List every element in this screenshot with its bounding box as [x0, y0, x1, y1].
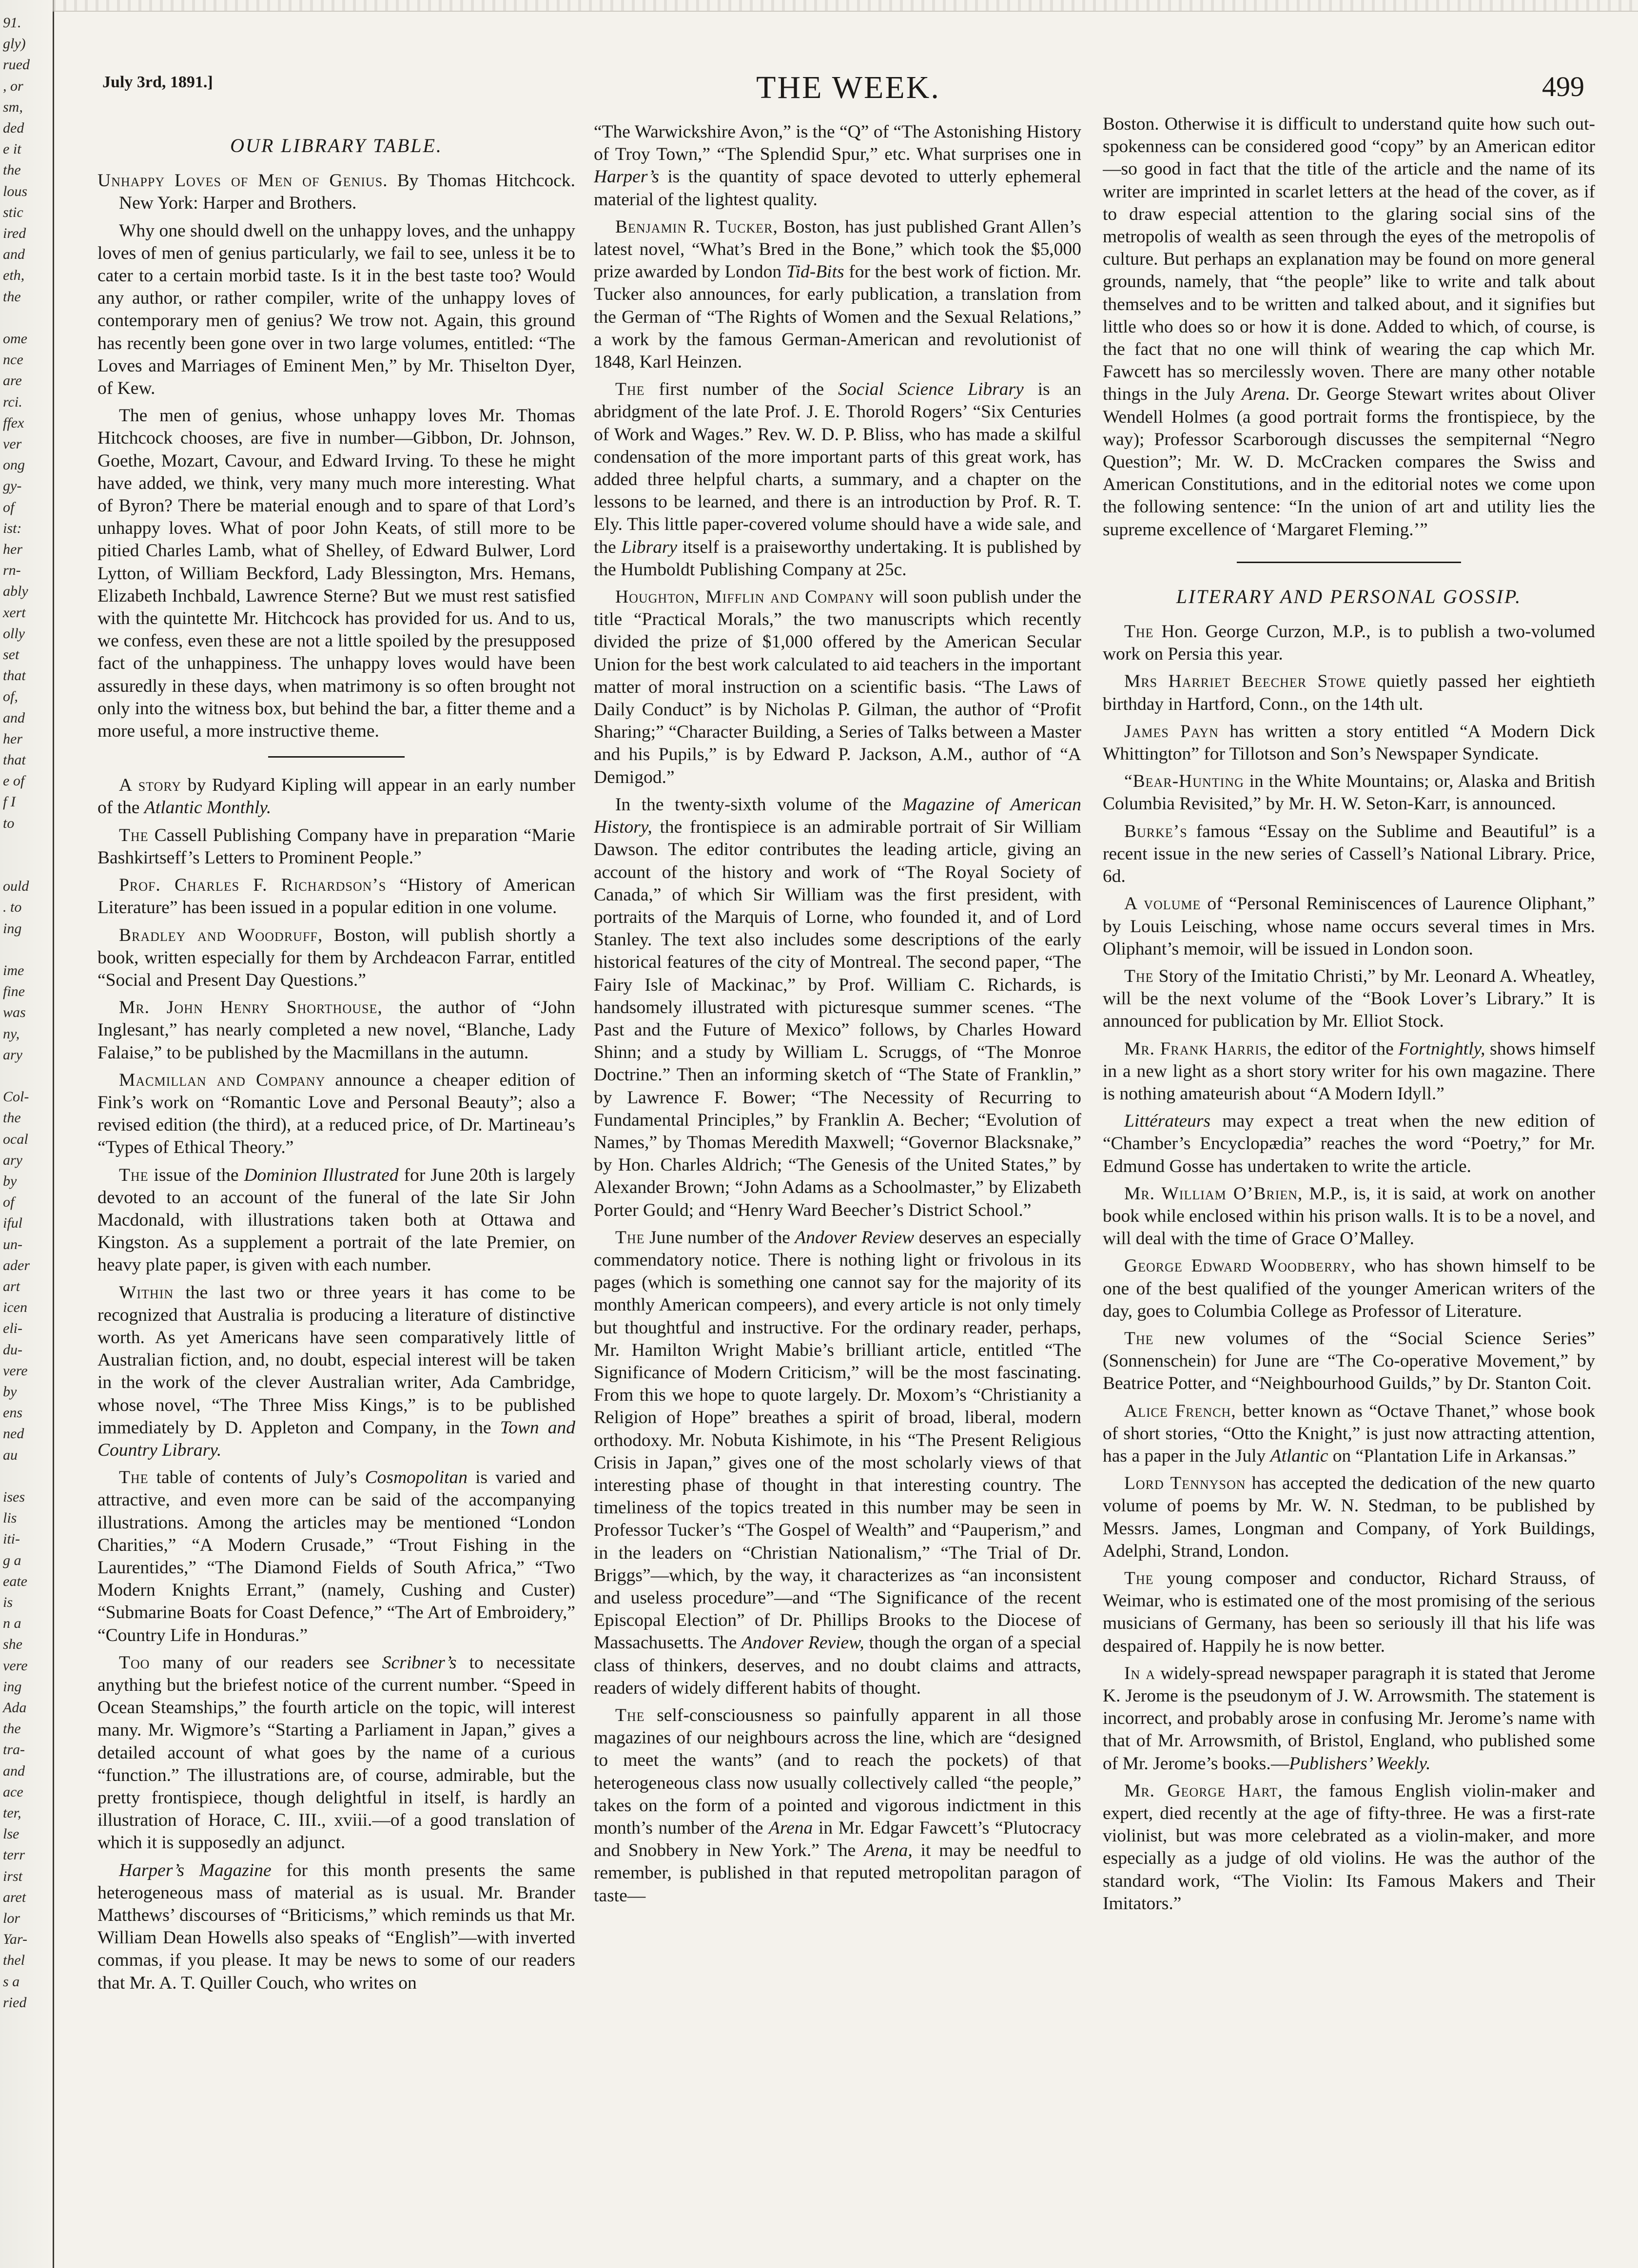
gutter-fragment: set [3, 646, 20, 663]
paragraph-text: in Mr. Edgar Fawcett’s “Plutocracy and Snobbery in New York.” The [594, 1818, 1081, 1861]
column-2 [594, 121, 1081, 2256]
gutter-fragment: ded [3, 120, 24, 136]
gutter-fragment: ing [3, 1678, 22, 1695]
paragraph-text: Dr. George Stewart writes about Oliver Wendell Holmes (a good portrait forms the frontispiece, by the way); Professor Scarborough discusses the sempiternal “Negro Question”; Mr. W. D. McCracken compares the Swiss and American Constitutions, and in the editorial notes we come upon the following sentence: “In the union of art and utility lies the supreme excellence of ‘Margaret Fleming.’” [1103, 384, 1595, 540]
paragraph-text: of “Personal Reminiscences of Laurence Oliphant,” by Louis Leisching, whose name occurs several times in Mrs. Oliphant’s memoir, will be issued in London soon. [1103, 894, 1595, 959]
magazine-title: Cosmopolitan [365, 1467, 468, 1488]
paragraph-kipling [98, 774, 575, 819]
issue-date: July 3rd, 1891.] [102, 73, 213, 91]
gutter-fragment: is [3, 1594, 13, 1610]
paragraph-text: for June 20th is largely devoted to an account of the funeral of the late Sir John Macdonald, with illustrations taken both at Ottawa and Kingston. As a supplement a portrait of the late Premier, on heavy plate paper, is given with each number. [98, 1165, 575, 1275]
lead-words: The [1124, 622, 1154, 642]
paragraph-bradley [98, 924, 575, 992]
paragraph-text: for the best work of fiction. Mr. Tucker also announces, for early publication, a translation from the German of “The Rights of Women and the Sexual Relations,” a work by the famous German-American and revolutionist of 1848, Karl Heinzen. [594, 262, 1081, 372]
gutter-fragment: un- [3, 1236, 22, 1252]
gossip-tennyson [1103, 1472, 1595, 1563]
lead-words: Benjamin R. Tucker, [615, 216, 778, 237]
paragraph-text: better known as “Octave Thanet,” whose book of short stories, “Otto the Knight,” is just now attracting attention, has a paper in the July [1103, 1401, 1595, 1466]
lead-words: Alice French, [1124, 1401, 1236, 1421]
lead-words: The [119, 1165, 149, 1185]
lead-words: Houghton, Mifflin and Company [615, 587, 875, 607]
paragraph-text: is the quantity of space devoted to utterly ephemeral material of the lightest quality. [594, 167, 1081, 210]
paragraph-text: quietly passed her eightieth birthday in Hartford, Conn., on the 14th ult. [1103, 671, 1595, 714]
lead-words: The [119, 1467, 149, 1488]
gossip-jerome [1103, 1662, 1595, 1775]
lead-words: James Payn [1124, 721, 1219, 742]
gossip-payn [1103, 721, 1595, 765]
magazine-title: Atlantic [1270, 1446, 1328, 1466]
gutter-fragment: vere [3, 1362, 28, 1379]
gossip-stowe [1103, 670, 1595, 715]
gossip-strauss [1103, 1567, 1595, 1658]
gutter-fragment: by [3, 1384, 17, 1400]
lead-words: The [1124, 966, 1154, 986]
paragraph-text: first number of the [659, 379, 824, 400]
lead-words: Bradley and Woodruff, [119, 925, 323, 945]
paragraph-text: young composer and conductor, Richard Strauss, of Weimar, who is estimated one of the most promising of the serious musicians of Germany, has been so seriously ill that his life was despaired of. Happily he is now better. [1103, 1568, 1595, 1656]
gutter-fragment: the [3, 288, 21, 305]
gutter-fragment: xert [3, 604, 26, 621]
paragraph-text: Hon. George Curzon, M.P., is to publish a two-volumed work on Persia this year. [1103, 622, 1595, 665]
series-title: Library [621, 537, 678, 557]
lead-words: George Edward Woodberry, [1124, 1256, 1356, 1276]
gossip-obrien [1103, 1183, 1595, 1251]
magazine-title: Andover Review [795, 1227, 915, 1248]
gutter-fragment: ary [3, 1046, 22, 1063]
paragraph-scribners [98, 1652, 575, 1855]
paragraph-macmillan [98, 1069, 575, 1159]
gutter-fragment: aret [3, 1889, 26, 1905]
gutter-fragment: f I [3, 794, 16, 810]
gutter-fragment: du- [3, 1341, 22, 1358]
magazine-title: Andover Review, [741, 1633, 864, 1653]
gutter-fragment: eth, [3, 267, 25, 284]
gutter-fragment: iti- [3, 1531, 20, 1547]
paragraph-text: in the White Mountains; or, Alaska and British Columbia Revisited,” by Mr. H. W. Seton-Karr, is announced. [1103, 771, 1595, 814]
gutter-fragment: ing [3, 920, 22, 937]
gutter-fragment: ace [3, 1783, 23, 1800]
gutter-fragment: nce [3, 352, 23, 368]
magazine-title: Harper’s [594, 167, 660, 187]
paragraph-cassell [98, 824, 575, 869]
paragraph-text: “The Warwickshire Avon,” is the “Q” of “The Astonishing History of Troy Town,” “The Splendid Spur,” etc. What surprises one in [594, 122, 1081, 165]
paragraph-houghton [594, 586, 1081, 789]
gutter-fragment: ome [3, 331, 27, 347]
gutter-fragment: ffex [3, 414, 24, 431]
gutter-fragment: n a [3, 1615, 21, 1632]
paragraph-magazine-american-history [594, 794, 1081, 1222]
paragraph-text: new volumes of the “Social Science Series” (Sonnenschein) for June are “The Co-operative Movement,” by Beatrice Potter, and “Neighbourhood Guilds,” by Dr. Stanton Coit. [1103, 1328, 1595, 1394]
magazine-title: Arena, [864, 1840, 913, 1861]
paragraph-text: is varied and attractive, and even more can be said of the accompanying illustrations. Among the articles may be mentioned “London Charities,” “A Modern Crusade,” “Trout Fishing in the Laurentides,” “The Diamond Fields of South Africa,” “Two Modern Knights Errant,” (namely, Cushing and Custer) “Submarine Boats for Coast Defence,” “The Art of Embroidery,” “Country Life in Honduras.” [98, 1467, 575, 1645]
paragraph-arena [594, 1704, 1081, 1907]
paragraph-text: deserves an especially commendatory notice. There is nothing light or frivolous in its pages (which is something one cannot say for the majority of its monthly American compeers), and every article is not only timely but thoughtful and instructive. For the ordinary reader, perhaps, Mr. Hamilton Wright Mabie’s brilliant article, entitled “The Significance of Modern Criticism,” will be the most fascinating. From this we hope to quote largely. Dr. Moxom’s “Christianity a Religion of Hope” breathes a spirit of broad, liberal, modern orthodoxy. Mr. Nobuta Kishimote, in his “The Present Religious Crisis in Japan,” gives one of the most scholarly views of that interesting phase of thought in that interesting country. The timeliness of the topics treated in this number may be seen in Professor Tucker’s “The Gospel of Wealth” and “Pauperism,” and in the leaders on “Christian Nationalism,” “The Trial of Dr. Briggs”—which, by the way, it characterizes as “an inconsistent and useless procedure”—and “The Significance of the recent Episcopal Election” of Dr. Phillips Brooks to the Diocese of Massachusetts. The [594, 1227, 1081, 1653]
gossip-social-science-series [1103, 1328, 1595, 1395]
gutter-fragment: ong [3, 457, 25, 473]
gutter-fragment: thel [3, 1952, 25, 1969]
lead-words: “Bear-Hunting [1124, 771, 1244, 792]
review-byline: By Thomas Hitchcock. New York: Harper and Brothers. [119, 171, 575, 214]
gossip-hart [1103, 1780, 1595, 1915]
paragraph-richardson [98, 874, 575, 919]
paragraph-harpers [98, 1859, 575, 1994]
magazine-title: Scribner’s [382, 1652, 457, 1673]
paragraph-text: famous “Essay on the Sublime and Beautiful” is a recent issue in the new series of Cassell’s National Library. Price, 6d. [1103, 821, 1595, 887]
gutter-fragment: fine [3, 983, 25, 1000]
gutter-fragment: she [3, 1636, 22, 1653]
gutter-fragment: of, [3, 688, 18, 705]
lead-words: A volume [1124, 894, 1201, 914]
gutter-fragment: the [3, 1721, 21, 1737]
gutter-fragment: , or [3, 78, 23, 94]
paragraph-text: M.P., is, it is said, at work on another book while enclosed within his prison walls. It is to be a novel, and will deal with the time of Grace O’Malley. [1103, 1183, 1595, 1249]
paragraph-text: shows himself in a new light as a short story writer for his own magazine. There is nothing amateurish about “A Modern Idyll.” [1103, 1038, 1595, 1104]
paragraph-text: self-consciousness so painfully apparent in all those magazines of our neighbours across the line, which are “designed to meet the wants” (and to reach the pockets) of that heterogeneous class now usually collectively called “the people,” takes on the form of a pointed and vigorous indictment in this month’s number of the [594, 1705, 1081, 1838]
magazine-title: Atlantic Monthly. [144, 798, 272, 818]
gossip-bear-hunting [1103, 770, 1595, 815]
magazine-title: Arena [769, 1818, 813, 1838]
gossip-imitatio [1103, 965, 1595, 1033]
gutter-fragment: that [3, 752, 26, 768]
paragraph-text: table of contents of July’s [156, 1467, 357, 1488]
paragraph-text: to necessitate anything but the briefest notice of the current number. “Speed in Ocean Steamships,” the fourth article on the topic, will interest many. Mr. Wigmore’s “Starting a Parliament in Japan,” gives a detailed account of what goes by the name of a curious “function.” The illustrations are, of course, admirable, but the pretty frontispiece, though delightful in itself, is hardly an illustration of Horace, C. III., xviii.—of a good translation of which it is supposedly an adjunct. [98, 1652, 575, 1853]
gossip-harris [1103, 1038, 1595, 1106]
paragraph-social-science-library [594, 378, 1081, 581]
paragraph-text: Boston, will publish shortly a book, written especially for them by Archdeacon Farrar, entitled “Social and Present Day Questions.” [98, 925, 575, 990]
gutter-fragment: lis [3, 1510, 17, 1526]
paragraph-text: it may be needful to remember, is published in that reputed metropolitan paragon of taste— [594, 1840, 1081, 1906]
column-3 [1103, 113, 1595, 2248]
lead-words: Mr. John Henry Shorthouse, [119, 997, 383, 1018]
gutter-fragment: her [3, 541, 22, 557]
gutter-fragment: eate [3, 1573, 27, 1589]
gutter-fragment: of [3, 499, 15, 515]
paragraph-tucker [594, 216, 1081, 373]
gutter-fragment: eli- [3, 1320, 22, 1337]
gutter-fragment: rn- [3, 562, 21, 579]
gutter-fragment: olly [3, 625, 25, 642]
paragraph-shorthouse [98, 997, 575, 1064]
lead-words: The [615, 1227, 645, 1248]
section-title-library-table: OUR LIBRARY TABLE. [230, 135, 443, 156]
paragraph-text: In the twenty-sixth volume of the [615, 794, 892, 815]
gutter-fragment: ired [3, 225, 26, 241]
gossip-french [1103, 1400, 1595, 1468]
paragraph-cosmopolitan [98, 1466, 575, 1647]
gutter-fragment: ocal [3, 1131, 28, 1147]
gutter-fragment: the [3, 1110, 21, 1126]
gutter-fragment: ried [3, 1994, 27, 2011]
paragraph-andover-review [594, 1227, 1081, 1700]
paragraph-text: Story of the Imitatio Christi,” by Mr. Leonard A. Wheatley, will be the next volume of the “Book Lover’s Library.” It is announced for publication by Mr. Elliot Stock. [1103, 966, 1595, 1032]
lead-words: Mr. George Hart, [1124, 1780, 1283, 1801]
gutter-fragment: her [3, 730, 22, 747]
paragraph-text: for this month presents the same heterogeneous mass of material as is usual. Mr. Brander Matthews’ discourses of “Briticisms,” which reminds us that Mr. William Dean Howells also speaks of “English”—with inverted commas, if you please. It may be news to some of our readers that Mr. A. T. Quiller Couch, who writes on [98, 1860, 575, 1993]
paragraph-text: though the organ of a special class of thinkers, deserves, and no doubt claims and attracts, readers of widely different habits of thought. [594, 1633, 1081, 1698]
gutter-fragment: irst [3, 1868, 23, 1884]
gutter-fragment: Yar- [3, 1931, 27, 1948]
magazine-title: Dominion Illustrated [244, 1165, 399, 1185]
lead-words: Mrs Harriet Beecher Stowe [1124, 671, 1367, 692]
magazine-title: Tid-Bits [786, 262, 844, 282]
paragraph-text: Boston. Otherwise it is difficult to understand quite how such out-spokenness can be considered good “copy” by an American editor—so good in fact that the title of the article and the name of its writer are imprinted in scarlet letters at the head of the cover, as if to draw especial attention to the glaring social sins of the metropolis of wealth as seen through the eyes of the metropolis of culture. But perhaps an explanation may be found on more general grounds, namely, that “the people” like to write and talk about themselves and to be written and talked about, and it signifies but little who does so or how it is done. Added to which, of course, is the fact that no one will think of wearing the cap which Mr. Fawcett has so mercilessly woven. There are many other notable things in the July [1103, 114, 1595, 405]
gutter-fragment: ver [3, 436, 22, 452]
paragraph-text: Cassell Publishing Company have in preparation “Marie Bashkirtseff’s Letters to Prominent People.” [98, 825, 575, 868]
paragraph-text: the editor of the [1277, 1038, 1394, 1059]
gutter-fragment: was [3, 1004, 26, 1021]
gutter-fragment: 91. [3, 15, 21, 31]
gutter-fragment: ter, [3, 1805, 21, 1821]
lead-words: Macmillan and Company [119, 1070, 326, 1090]
gutter-fragment: vere [3, 1657, 28, 1674]
gossip-litterateurs [1103, 1110, 1595, 1178]
lead-words: The [615, 379, 645, 400]
lead-words: A story [119, 775, 182, 796]
paragraph-text: by Rudyard Kipling will appear in an early number of the [98, 775, 575, 818]
section-divider [268, 756, 405, 758]
gutter-fragment: sm, [3, 98, 23, 115]
page-number: 499 [1542, 71, 1584, 102]
gutter-fragment: ary [3, 1152, 22, 1168]
section-title-literary-gossip: LITERARY AND PERSONAL GOSSIP. [1176, 585, 1522, 607]
paragraph-text: the frontispiece is an admirable portrait of Sir William Dawson. The editor contributes the leading article, giving an account of the history and work of “The Royal Society of Canada,” of which Sir William was the first president, with portraits of the Marquis of Lorne, who founded it, and of Lord Stanley. The text also includes some descriptions of the early historical features of the city of Montreal. The second paper, “The Fairy Isle of Mackinac,” by Prof. William C. Richards, is handsomely illustrated with picturesque summer scenes. “The Past and the Future of Mexico” follows, by Charles Howard Shinn; and a study by William L. Scruggs, of “The Monroe Doctrine.” Then an informing sketch of “The State of Franklin,” by Lawrence F. Bower; “The Necessity of Recurring to Fundamental Principles,” by Franklin A. Becher; “Evolution of Names,” by Thomas Meredith Maxwell; “Governor Blacksnake,” by Hon. Charles Aldrich; “The Genesis of the United States,” by Alexander Brown; “John Adams as a Schoolmaster,” by Elizabeth Porter Gould; and “Henry Ward Beecher’s District School.” [594, 817, 1081, 1220]
lead-words: In a [1124, 1663, 1156, 1683]
gutter-fragment: by [3, 1173, 17, 1189]
paragraph-text: widely-spread newspaper paragraph it is stated that Jerome K. Jerome is the pseudonym of J. W. Arrowsmith. The statement is incorrect, and probably arose in confusing Mr. Jerome’s name with that of Mr. Arrowsmith, of Bristol, England, who published some of Mr. Jerome’s books.— [1103, 1663, 1595, 1774]
lead-words: Prof. Charles F. Richardson’s [119, 875, 387, 896]
paragraph-text: will soon publish under the title “Practical Morals,” the two manuscripts which recently divided the prize of $1,000 offered by the American Secular Union for the best work calculated to aid teachers in the important matter of moral instruction on a scientific basis. “The Laws of Daily Conduct” is by Nicholas P. Gilman, the author of “Profit Sharing;” “Character Building, a Series of Talks between a Master and his Pupils,” is by Edward P. Jackson, A.M., author of “A Demigod.” [594, 587, 1081, 787]
paragraph-dominion [98, 1164, 575, 1277]
magazine-title: Magazine of American History, [594, 794, 1081, 838]
magazine-title: Harper’s Magazine [119, 1860, 272, 1880]
gutter-fragment: and [3, 1762, 25, 1779]
gutter-fragment: gy- [3, 478, 22, 494]
gutter-fragment: are [3, 372, 22, 389]
gutter-fragment: and [3, 246, 25, 263]
paragraph-text: may expect a treat when the new edition of “Chamber’s Encyclopædia” reaches the word “Poetry,” for Mr. Edmund Gosse has undertaken to write the article. [1103, 1111, 1595, 1176]
gossip-oliphant [1103, 893, 1595, 960]
paragraph-text: itself is a praiseworthy undertaking. It is published by the Humboldt Publishing Company at 25c. [594, 537, 1081, 580]
paragraph-text: on “Plantation Life in Arkansas.” [1332, 1446, 1576, 1466]
series-title: Town and Country Library. [98, 1417, 575, 1460]
paragraph-text: “History of American Literature” has been issued in a popular edition in one volume. [98, 875, 575, 918]
paragraph-text: June number of the [649, 1227, 790, 1248]
paragraph-text: Boston, has just published Grant Allen’s latest novel, “What’s Bred in the Bone,” which took the $5,000 prize awarded by London [594, 216, 1081, 282]
paragraph-text: is an abridgment of the late Prof. J. E. Thorold Rogers’ “Six Centuries of Work and Wages.” Rev. W. D. P. Bliss, who has made a skilful condensation of the more important parts of this great work, has added three helpful charts, a summary, and a chapter on the lessons to be learned, and there is an introduction by Prof. R. T. Ely. This little paper-covered volume should have a wide sale, and the [594, 379, 1081, 557]
lead-words: Burke’s [1124, 821, 1188, 841]
gutter-fragment: au [3, 1447, 18, 1463]
paragraph-harpers-continued [594, 121, 1081, 211]
series-title: Social Science Library [838, 379, 1024, 400]
gutter-fragment: art [3, 1278, 20, 1294]
paragraph-text: the last two or three years it has come to be recognized that Australia is producing a literature of distinctive worth. As yet Americans have seen comparatively little of Australian fiction, and, no doubt, especial interest will be taken in the work of the clever Australian writer, Ada Cambridge, whose novel, “The Three Miss Kings,” is to be published immediately by D. Appleton and Company, in the [98, 1282, 575, 1438]
gutter-fragment: iful [3, 1215, 23, 1232]
gutter-fragment: ably [3, 583, 28, 600]
lead-words: Mr. William O’Brien, [1124, 1183, 1303, 1204]
lead-words: The [1124, 1568, 1154, 1588]
gutter-fragment: Ada [3, 1700, 27, 1716]
page-header [98, 59, 1599, 107]
lead-words: Mr. Frank Harris, [1124, 1038, 1272, 1059]
gutter-fragment: ny, [3, 1025, 20, 1042]
section-divider [1237, 562, 1461, 563]
publication-title: THE WEEK. [756, 70, 940, 105]
gutter-fragment: terr [3, 1847, 25, 1863]
gutter-fragment: tra- [3, 1741, 25, 1758]
gutter-fragment: and [3, 709, 25, 726]
paragraph-text: announce a cheaper edition of Fink’s work on “Romantic Love and Personal Beauty”; also a revised edition (the third), at a reduced price, of Dr. Martineau’s “Types of Ethical Theory.” [98, 1070, 575, 1158]
gutter-fragment: ned [3, 1426, 24, 1442]
lead-words: Within [119, 1282, 174, 1303]
paragraph-text: who has shown himself to be one of the best qualified of the younger American writers of the day, goes to Columbia College as Professor of Literature. [1103, 1256, 1595, 1321]
gutter-fragment: . to [3, 899, 22, 916]
lead-words: Littérateurs [1124, 1111, 1211, 1132]
gutter-fragment: Col- [3, 1089, 29, 1105]
magazine-title: Arena. [1241, 384, 1290, 405]
paragraph-text: the famous English violin-maker and expert, died recently at the age of fifty-three. He was a first-rate violinist, but was more celebrated as a violin-maker, and more especially as a judge of old violins. He was the author of the standard work, “The Violin: Its Famous Makers and Their Imitators.” [1103, 1780, 1595, 1914]
paragraph-arena-continued [1103, 113, 1595, 541]
lead-words: The [1124, 1328, 1154, 1349]
column-1 [98, 128, 575, 2263]
paragraph-text: the author of “John Inglesant,” has nearly completed a new novel, “Blanche, Lady Falaise,” to be published by the Macmillans in the autumn. [98, 997, 575, 1063]
top-edge-rule [53, 0, 1638, 12]
gutter-fragment: to [3, 815, 15, 831]
magazine-title: Fortnightly, [1398, 1038, 1485, 1059]
review-heading [98, 170, 575, 215]
gutter-fragment: lor [3, 1910, 20, 1926]
lead-words: The [119, 825, 149, 845]
paragraph-text: many of our readers see [162, 1652, 370, 1673]
gutter-fragment: ist: [3, 520, 22, 536]
lead-words: The [615, 1705, 645, 1726]
lead-words: Too [119, 1652, 150, 1673]
gutter-fragment: ens [3, 1405, 22, 1421]
gutter-fragment: that [3, 667, 26, 684]
gossip-woodberry [1103, 1255, 1595, 1323]
gutter-fragment: g a [3, 1552, 21, 1568]
source-citation: Publishers’ Weekly. [1289, 1753, 1431, 1774]
gutter-fragment: ould [3, 878, 29, 895]
review-paragraph-2: The men of genius, whose unhappy loves Mr. Thomas Hitchcock chooses, are five in number—Gibbon, Dr. Johnson, Goethe, Mozart, Cavour, and Edward Irving. To these he might have added, we think, very many much more interesting. What of Byron? There be material enough and to spare of that Lord’s unhappy loves. What of poor John Keats, of still more to be pitied Charles Lamb, what of Shelley, of Edward Bulwer, Lord Lytton, of William Beckford, Lady Blessington, Mrs. Hemans, Elizabeth Inchbald, Lawrence Sterne? But we must rest satisfied with the quintette Mr. Hitchcock has provided for us. And to us, we confess, even these are not a little spoiled by the presupposed fact of the unhappiness. The unhappy loves would have been assuredly in these days, when matrimony is so often brought not only into the witness box, but behind the bar, a fitter theme and a more useful, a more instructive theme. [98, 406, 575, 742]
gutter-fragment: of [3, 1194, 15, 1211]
gutter-fragment: rci. [3, 393, 22, 410]
gutter-fragment: e it [3, 141, 21, 157]
gutter-fragment: rued [3, 57, 30, 73]
gutter-fragment: s a [3, 1973, 20, 1990]
gutter-fragment: stic [3, 204, 23, 220]
gutter-fragment: ises [3, 1489, 25, 1505]
gutter-fragment: gly) [3, 36, 26, 52]
review-paragraph-1: Why one should dwell on the unhappy loves, and the unhappy loves of men of genius particularly, we fail to see, unless it be to cater to a certain morbid taste. Is it in the best taste too? Would any author, or rather compiler, write of the unhappy loves of contemporary men of genius? We trow not. Again, this ground has recently been gone over in two large volumes, entitled: “The Loves and Marriages of Eminent Men,” by Mr. Thiselton Dyer, of Kew. [98, 220, 575, 399]
paragraph-text: issue of the [154, 1165, 239, 1185]
gossip-burke [1103, 821, 1595, 888]
gutter-fragment: ader [3, 1257, 30, 1273]
paragraph-australia [98, 1282, 575, 1462]
gutter-fragment: ime [3, 962, 24, 978]
paragraph-text: has written a story entitled “A Modern Dick Whittington” for Tillotson and Son’s Newspaper Syndicate. [1103, 721, 1595, 764]
lead-words: Lord Tennyson [1124, 1473, 1246, 1494]
gutter-fragment: lse [3, 1826, 20, 1842]
gutter-fragment: e of [3, 773, 25, 789]
gossip-curzon [1103, 621, 1595, 665]
gutter-fragment: lous [3, 183, 28, 199]
gutter-fragment: the [3, 162, 21, 178]
gutter-fragment: icen [3, 1299, 27, 1316]
review-book-title: Unhappy Loves of Men of Genius. [98, 171, 388, 191]
paragraph-text: has accepted the dedication of the new quarto volume of poems by Mr. W. N. Stedman, to be published by Messrs. James, Longman and Company, of York Buildings, Adelphi, Strand, London. [1103, 1473, 1595, 1561]
